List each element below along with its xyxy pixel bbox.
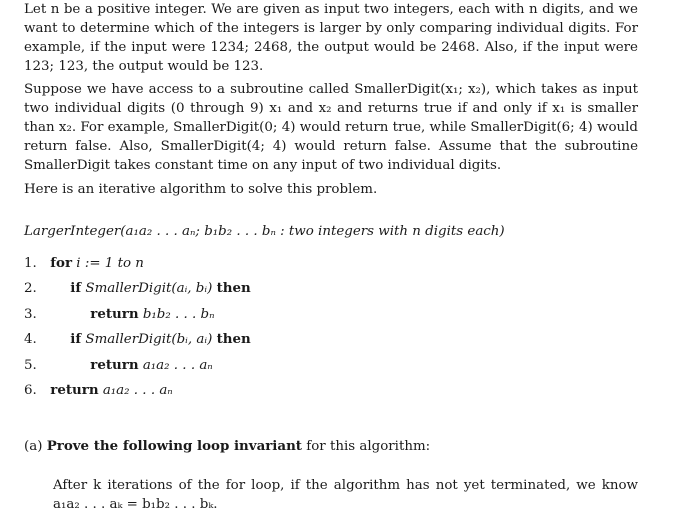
intro-paragraph: Here is an iterative algorithm to solve this problem. <box>24 182 378 197</box>
line-text: b₁b₂ . . . bₙ <box>142 307 215 322</box>
algorithm-line-3 <box>24 305 215 324</box>
keyword: for <box>50 255 73 271</box>
question-label: (a) <box>24 439 43 454</box>
keyword-then: then <box>216 331 251 347</box>
line-number: 1. <box>24 256 37 271</box>
line-number: 3. <box>24 307 37 322</box>
keyword: return <box>50 382 99 398</box>
keyword: return <box>90 306 139 322</box>
algorithm-line-2 <box>24 279 251 298</box>
keyword: return <box>90 357 139 373</box>
keyword-then: then <box>216 280 251 296</box>
keyword: if <box>70 280 82 296</box>
algorithm-line-4 <box>24 330 251 349</box>
line-number: 5. <box>24 358 37 373</box>
line-number: 2. <box>24 281 37 296</box>
line-text: SmallerDigit(aᵢ, bᵢ) <box>85 281 213 296</box>
algorithm-line-1 <box>24 254 144 273</box>
line-text: a₁a₂ . . . aₙ <box>102 383 173 398</box>
keyword: if <box>70 331 82 347</box>
question-a <box>24 437 430 456</box>
line-text: a₁a₂ . . . aₙ <box>142 358 213 373</box>
line-number: 6. <box>24 383 37 398</box>
algorithm-line-5 <box>24 356 213 375</box>
subroutine-paragraph: Suppose we have access to a subroutine called SmallerDigit(x₁; x₂), which takes as input two individual digits (0 through 9) x₁ and x₂ and returns true if and only if x₁ is smaller than x₂. For example, SmallerDigit(0; 4) would return true, while SmallerDigit(6; 4) would return false. Also, SmallerDigit(4; 4) would return false. Assume that the subroutine SmallerDigit takes constant time on any input of two individual digits. <box>24 82 638 173</box>
loop-invariant-claim: After k iterations of the for loop, if the algorithm has not yet terminated, we know a₁a₂ . . . aₖ = b₁b₂ . . . bₖ. <box>53 478 638 512</box>
line-number: 4. <box>24 332 37 347</box>
question-rest-text: for this algorithm: <box>306 439 431 454</box>
line-text: i := 1 to n <box>76 256 144 271</box>
algorithm-line-6 <box>24 381 173 400</box>
question-bold-text: Prove the following loop invariant <box>46 438 302 454</box>
line-text: SmallerDigit(bᵢ, aᵢ) <box>85 332 213 347</box>
problem-paragraph: Let n be a positive integer. We are given as input two integers, each with n digits, and we want to determine which of the integers is larger by only comparing individual digits. For example, if the input were 1234; 2468, the output would be 2468. Also, if the input were 123; 123, the output would be 123. <box>24 2 638 74</box>
algorithm-signature: LargerInteger(a₁a₂ . . . aₙ; b₁b₂ . . . bₙ : two integers with n digits each) <box>24 224 505 239</box>
